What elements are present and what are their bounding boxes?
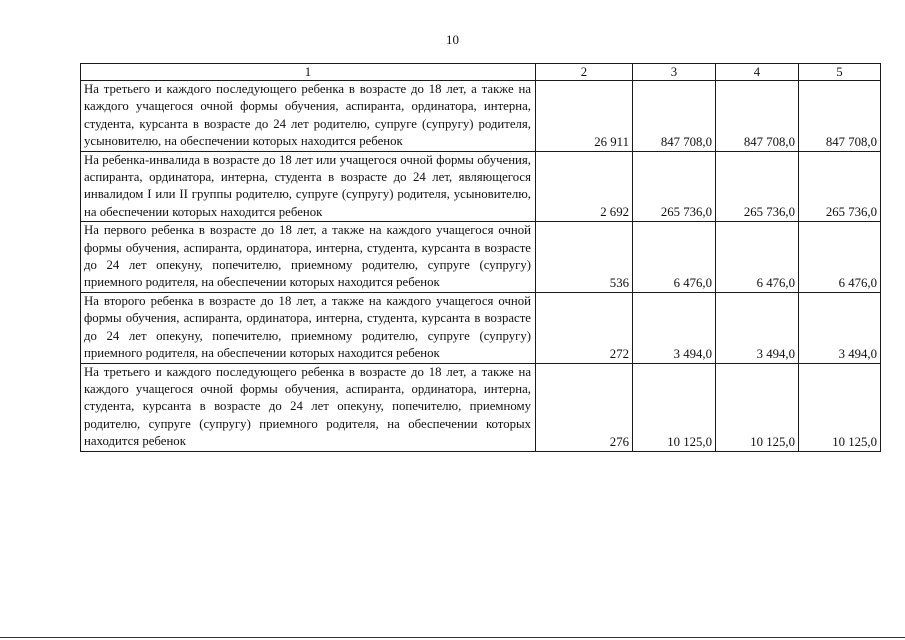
table-row (81, 151, 881, 222)
row-count: 2 692 (536, 151, 633, 222)
row-amount-col5: 265 736,0 (799, 151, 881, 222)
row-amount-col4: 3 494,0 (716, 292, 799, 363)
row-amount-col3: 3 494,0 (633, 292, 716, 363)
column-header-1: 1 (81, 64, 536, 81)
column-header-5: 5 (799, 64, 881, 81)
column-header-4: 4 (716, 64, 799, 81)
row-amount-col4: 265 736,0 (716, 151, 799, 222)
row-amount-col5: 847 708,0 (799, 81, 881, 152)
table-row (81, 222, 881, 293)
row-count: 26 911 (536, 81, 633, 152)
row-amount-col3: 10 125,0 (633, 363, 716, 451)
table-header-row (81, 64, 881, 81)
row-amount-col4: 10 125,0 (716, 363, 799, 451)
column-header-2: 2 (536, 64, 633, 81)
row-description: На третьего и каждого последующего ребенка в возрасте до 18 лет, а также на каждого учащегося очной формы обучения, аспиранта, ординатора, интерна, студента, курсанта в возрасте до 24 лет родителю, супруге (супругу) родителя, усыновителю, на обеспечении которых находится ребенок (81, 81, 536, 152)
benefits-table (80, 63, 881, 452)
row-amount-col3: 265 736,0 (633, 151, 716, 222)
row-amount-col4: 847 708,0 (716, 81, 799, 152)
row-amount-col5: 3 494,0 (799, 292, 881, 363)
row-description: На ребенка-инвалида в возрасте до 18 лет или учащегося очной формы обучения, аспиранта, ординатора, интерна, студента в возрасте до 24 лет, являющегося инвалидом I или II группы родителю, супруге (супругу) родителя, усыновителю, на обеспечении которых находится ребенок (81, 151, 536, 222)
row-count: 276 (536, 363, 633, 451)
table-row (81, 292, 881, 363)
row-count: 272 (536, 292, 633, 363)
table-row (81, 81, 881, 152)
scan-edge-line (0, 637, 905, 638)
row-count: 536 (536, 222, 633, 293)
row-description: На первого ребенка в возрасте до 18 лет, а также на каждого учащегося очной формы обучения, аспиранта, ординатора, интерна, студента, курсанта в возрасте до 24 лет опекуну, попечителю, приемному родителю, супруге (супругу) приемного родителя, на обеспечении которых находится ребенок (81, 222, 536, 293)
row-description: На второго ребенка в возрасте до 18 лет, а также на каждого учащегося очной формы обучения, аспиранта, ординатора, интерна, студента, курсанта в возрасте до 24 лет опекуну, попечителю, приемному родителю, супруге (супругу) приемного родителя, на обеспечении которых находится ребенок (81, 292, 536, 363)
row-amount-col3: 847 708,0 (633, 81, 716, 152)
page-number: 10 (446, 32, 459, 47)
column-header-3: 3 (633, 64, 716, 81)
row-amount-col5: 10 125,0 (799, 363, 881, 451)
table-row (81, 363, 881, 451)
row-amount-col5: 6 476,0 (799, 222, 881, 293)
row-amount-col4: 6 476,0 (716, 222, 799, 293)
row-description: На третьего и каждого последующего ребенка в возрасте до 18 лет, а также на каждого учащегося очной формы обучения, аспиранта, ординатора, интерна, студента, курсанта в возрасте до 24 лет опекуну, попечителю, приемному родителю, супруге (супругу) приемного родителя, на обеспечении которых находится ребенок (81, 363, 536, 451)
row-amount-col3: 6 476,0 (633, 222, 716, 293)
